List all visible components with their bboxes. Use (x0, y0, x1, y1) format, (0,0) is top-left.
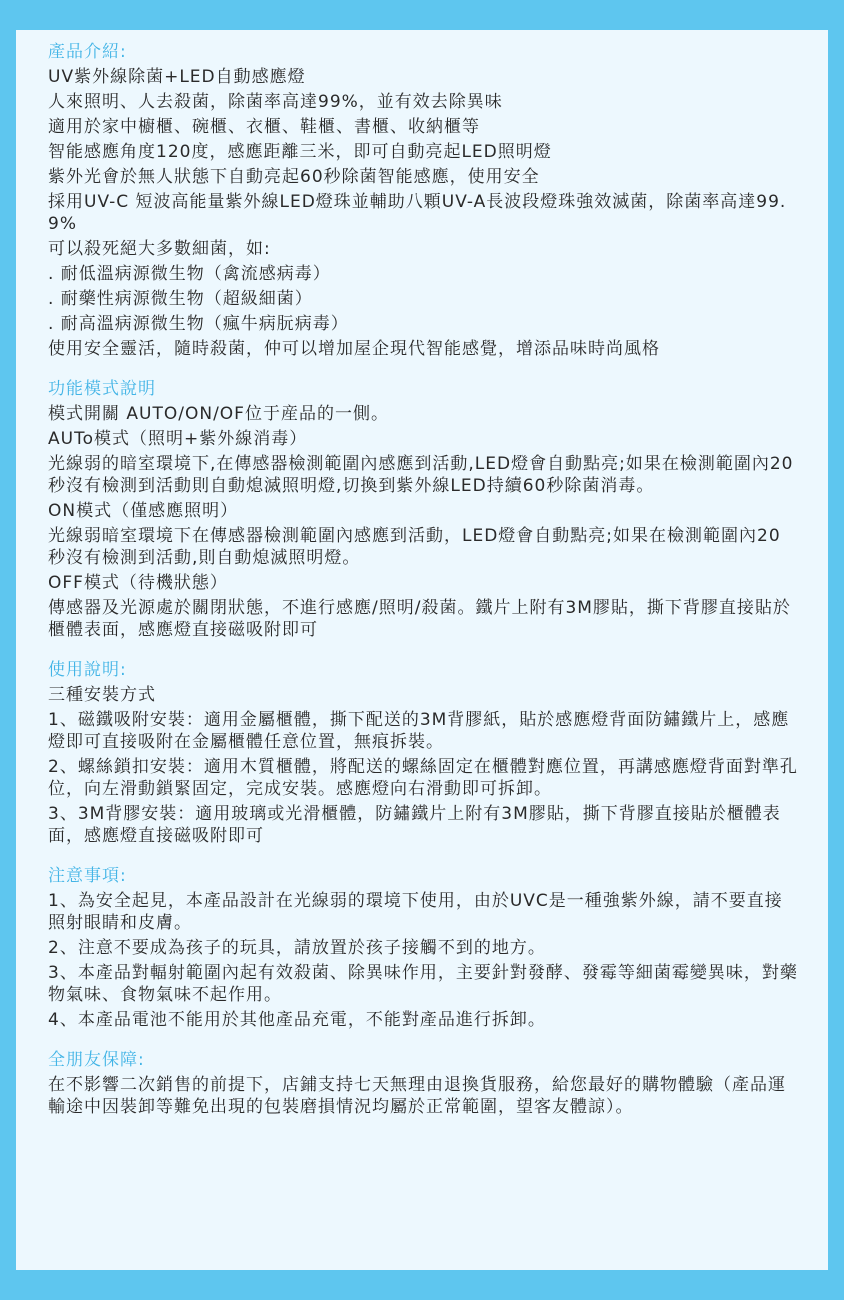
text-line: ON模式（僅感應照明） (48, 501, 239, 521)
section-product-intro (48, 40, 798, 360)
text-line: OFF模式（待機狀態） (48, 573, 228, 593)
list-item: . 耐藥性病源微生物（超級細菌） (48, 289, 313, 309)
list-item: 2、螺絲鎖扣安裝：適用木質櫃體，將配送的螺絲固定在櫃體對應位置，再講感應燈背面對準孔位，向左滑動鎖緊固定，完成安裝。感應燈向右滑動即可拆卸。 (48, 757, 798, 799)
text-line: AUTo模式（照明+紫外線消毒） (48, 429, 308, 449)
list-item: 2、注意不要成為孩子的玩具，請放置於孩子接觸不到的地方。 (48, 938, 546, 958)
text-line: 在不影響二次銷售的前提下，店鋪支持七天無理由退換貨服務，給您最好的購物體驗（產品運輸途中因裝卸等難免出現的包裝磨損情況均屬於正常範圍，望客友體諒）。 (48, 1075, 786, 1117)
text-line: UV紫外線除菌+LED自動感應燈 (48, 67, 306, 87)
text-line: 傳感器及光源處於關閉狀態，不進行感應/照明/殺菌。鐵片上附有3M膠貼，撕下背膠直接貼於櫃體表面，感應燈直接磁吸附即可 (48, 598, 791, 640)
section-heading: 使用說明: (48, 660, 127, 680)
section-function-modes (48, 377, 798, 641)
text-line: 使用安全靈活，隨時殺菌，仲可以增加屋企現代智能感覺，增添品味時尚風格 (48, 339, 660, 359)
text-line: 可以殺死絕大多數細菌，如: (48, 239, 271, 259)
list-item: 3、3M背膠安裝：適用玻璃或光滑櫃體，防鏽鐵片上附有3M膠貼，撕下背膠直接貼於櫃體表面，感應燈直接磁吸附即可 (48, 804, 781, 846)
section-heading: 注意事項: (48, 866, 127, 886)
list-item: 1、磁鐵吸附安裝：適用金屬櫃體，撕下配送的3M背膠紙，貼於感應燈背面防鏽鐵片上，感應燈即可直接吸附在金屬櫃體任意位置，無痕拆裝。 (48, 710, 790, 752)
text-line: 光線弱暗室環境下在傳感器檢測範圍內感應到活動，LED燈會自動點亮;如果在檢測範圍內20秒沒有檢測到活動,則自動熄滅照明燈。 (48, 526, 781, 568)
text-line: 人來照明、人去殺菌，除菌率高達99%，並有效去除異味 (48, 92, 503, 112)
text-line: 採用UV-C 短波高能量紫外線LED燈珠並輔助八顆UV-A長波段燈珠強效滅菌，除菌率高達99.9% (48, 192, 787, 234)
list-item: 1、為安全起見，本產品設計在光線弱的環境下使用，由於UVC是一種強紫外線，請不要直接照射眼睛和皮膚。 (48, 891, 783, 933)
text-line: 光線弱的暗室環境下,在傳感器檢測範圍內感應到活動,LED燈會自動點亮;如果在檢測範圍內20秒沒有檢測到活動則自動熄滅照明燈,切換到紫外線LED持續60秒除菌消毒。 (48, 454, 794, 496)
list-item: 3、本產品對輻射範圍內起有效殺菌、除異味作用，主要針對發酵、發霉等細菌霉變異味，對藥物氣味、食物氣味不起作用。 (48, 963, 798, 1005)
list-item: 4、本產品電池不能用於其他產品充電，不能對產品進行拆卸。 (48, 1010, 546, 1030)
product-info-panel (16, 30, 828, 1270)
section-heading: 全朋友保障: (48, 1050, 145, 1070)
section-heading: 產品介紹: (48, 42, 127, 62)
section-heading: 功能模式說明 (48, 379, 156, 399)
text-line: 適用於家中櫥櫃、碗櫃、衣櫃、鞋櫃、書櫃、收納櫃等 (48, 117, 480, 137)
section-precautions (48, 864, 798, 1031)
list-item: . 耐低溫病源微生物（禽流感病毒） (48, 264, 331, 284)
list-item: . 耐高溫病源微生物（瘋牛病朊病毒） (48, 314, 349, 334)
text-line: 智能感應角度120度，感應距離三米，即可自動亮起LED照明燈 (48, 142, 552, 162)
text-line: 紫外光會於無人狀態下自動亮起60秒除菌智能感應，使用安全 (48, 167, 540, 187)
text-line: 三種安裝方式 (48, 685, 156, 705)
text-line: 模式開關 AUTO/ON/OF位于産品的一側。 (48, 404, 389, 424)
section-guarantee (48, 1048, 798, 1118)
section-usage-instructions (48, 658, 798, 847)
